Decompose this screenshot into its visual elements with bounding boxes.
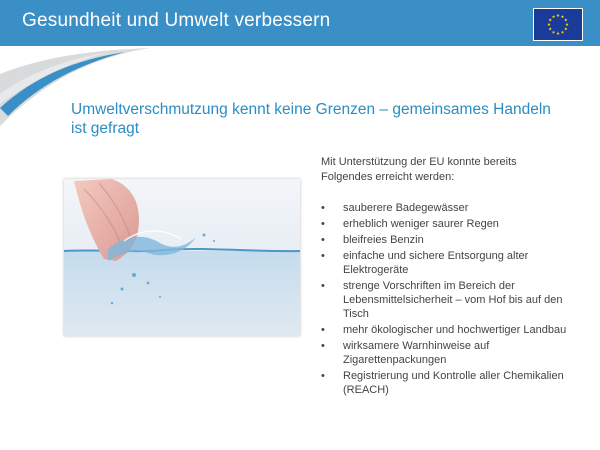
intro-text: Mit Unterstützung der EU konnte bereits Folgendes erreicht werden:	[321, 156, 517, 183]
flag-star	[547, 23, 550, 26]
bullet-icon: •	[321, 202, 325, 214]
list-item	[321, 323, 571, 337]
flag-star	[549, 18, 552, 21]
bullet-icon: •	[321, 324, 325, 336]
list-item	[321, 339, 571, 367]
flag-star	[549, 27, 552, 30]
list-item	[321, 233, 571, 247]
list-item	[321, 249, 571, 277]
slide-subtitle: Umweltverschmutzung kennt keine Grenzen – gemeinsames Handeln ist gefragt	[71, 101, 551, 137]
bullet-icon: •	[321, 370, 325, 382]
flag-star	[552, 31, 555, 34]
list-item	[321, 279, 571, 321]
flag-star	[556, 14, 559, 17]
flag-star	[564, 18, 567, 21]
bullet-icon: •	[321, 280, 325, 292]
list-item-text: sauberere Badegewässer	[343, 202, 469, 214]
bullet-icon: •	[321, 250, 325, 262]
list-item-text: erheblich weniger saurer Regen	[343, 218, 499, 230]
bullet-icon: •	[321, 234, 325, 246]
flag-star	[565, 23, 568, 26]
bullet-icon: •	[321, 340, 325, 352]
achievement-list	[321, 201, 571, 399]
flag-star	[561, 31, 564, 34]
title-bar	[0, 0, 600, 46]
hand-in-water-photo	[64, 179, 300, 336]
list-item	[321, 201, 571, 215]
list-item	[321, 217, 571, 231]
list-item-text: Registrierung und Kontrolle aller Chemikalien (REACH)	[343, 370, 564, 396]
list-item	[321, 369, 571, 397]
eu-stars	[534, 9, 582, 40]
flag-star	[552, 15, 555, 18]
eu-flag-icon	[533, 8, 583, 41]
flag-star	[564, 27, 567, 30]
list-item-text: strenge Vorschriften im Bereich der Lebensmittelsicherheit – vom Hof bis auf den Tisch	[343, 280, 563, 320]
list-item-text: wirksamere Warnhinweise auf Zigarettenpackungen	[343, 340, 490, 366]
list-item-text: bleifreies Benzin	[343, 234, 424, 246]
bullet-icon: •	[321, 218, 325, 230]
slide-title: Gesundheit und Umwelt verbessern	[22, 10, 331, 31]
flag-star	[561, 15, 564, 18]
list-item-text: einfache und sichere Entsorgung alter Elektrogeräte	[343, 250, 529, 276]
flag-star	[556, 32, 559, 35]
list-item-text: mehr ökologischer und hochwertiger Landbau	[343, 324, 567, 336]
